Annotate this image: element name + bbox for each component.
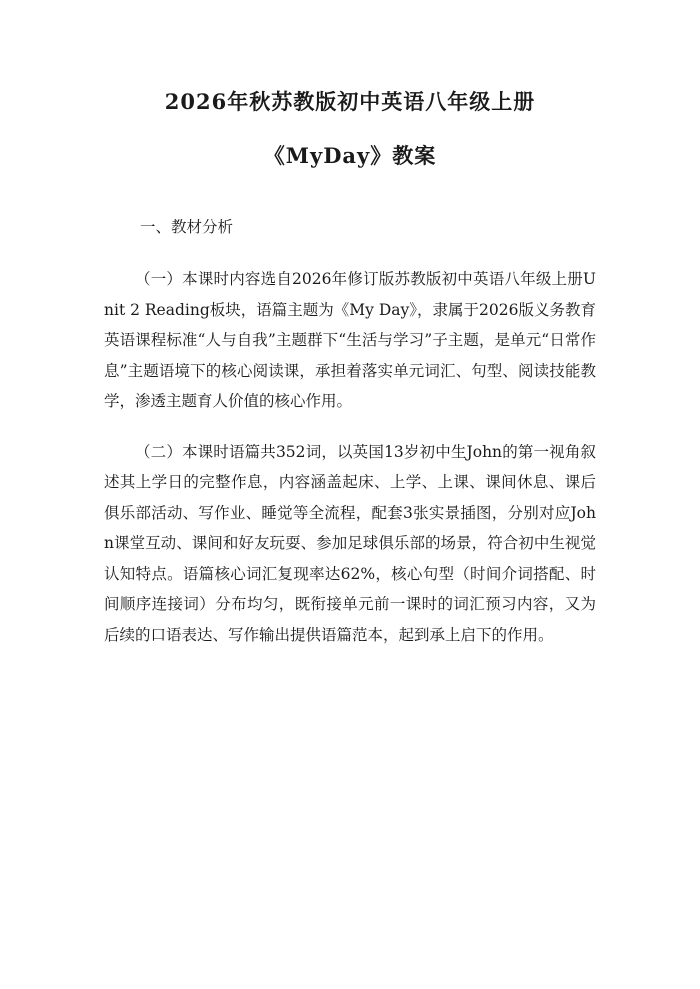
document-subtitle: 《MyDay》教案 bbox=[263, 143, 437, 168]
paragraph-1: （一）本课时内容选自2026年修订版苏教版初中英语八年级上册Unit 2 Reading板块，语篇主题为《My Day》，隶属于2026版义务教育英语课程标准“人与自我”主题群下“生活与学习”子主题，是单元“日常作息”主题语境下的核心阅读课，承担着落实单元词汇、句型、阅读技能教学，渗透主题育人价值的核心作用。 bbox=[104, 270, 596, 410]
section-heading: 一、教材分析 bbox=[140, 218, 234, 236]
document-title: 2026年秋苏教版初中英语八年级上册 bbox=[164, 89, 536, 114]
paragraph-2: （二）本课时语篇共352词，以英国13岁初中生John的第一视角叙述其上学日的完整作息，内容涵盖起床、上学、上课、课间休息、课后俱乐部活动、写作业、睡觉等全流程，配套3张实景插图，分别对应John课堂互动、课间和好友玩耍、参加足球俱乐部的场景，符合初中生视觉认知特点。语篇核心词汇复现率达62%，核心句型（时间介词搭配、时间顺序连接词）分布均匀，既衔接单元前一课时的词汇预习内容，又为后续的口语表达、写作输出提供语篇范本，起到承上启下的作用。 bbox=[104, 442, 596, 644]
document-page bbox=[0, 84, 700, 989]
